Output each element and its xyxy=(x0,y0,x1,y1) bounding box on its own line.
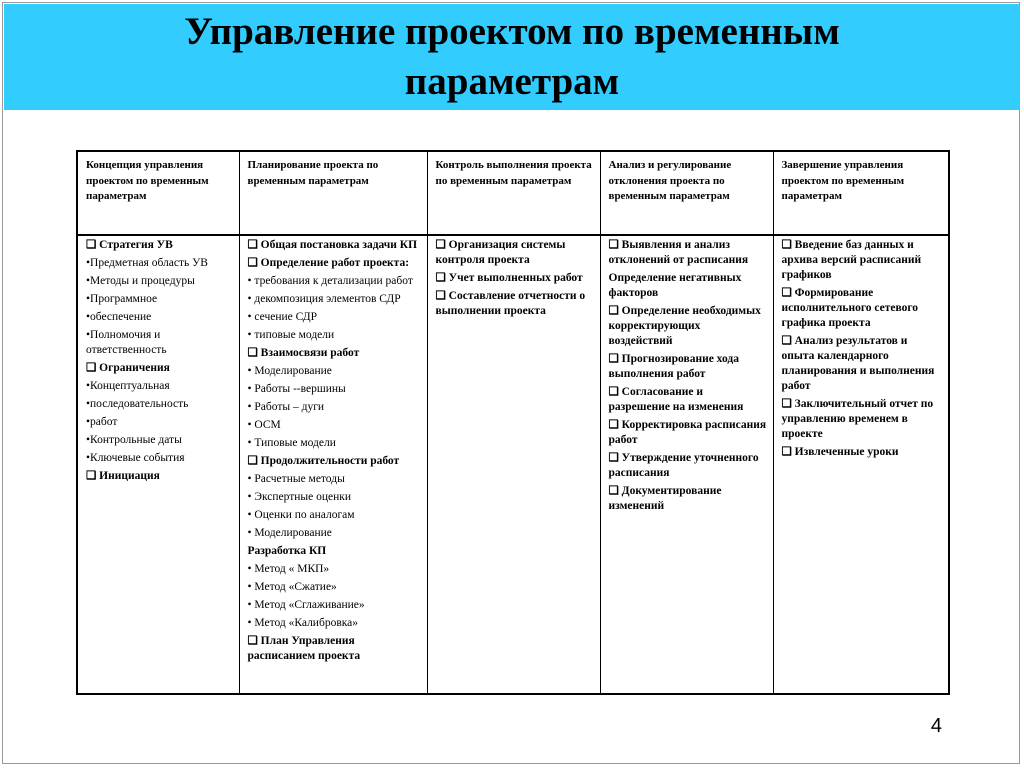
list-item: • Метод «Сглаживание» xyxy=(247,599,365,611)
list-item: ❑ Формирование исполнительного сетевого графика проекта xyxy=(781,287,919,329)
list-item: • сечение СДР xyxy=(247,311,317,323)
list-item: ❑ Документирование изменений xyxy=(608,485,722,512)
list-item: • Метод « МКП» xyxy=(247,563,330,575)
list-item: • Моделирование xyxy=(247,527,332,539)
list-item: • Работы – дуги xyxy=(247,401,325,413)
list-item: ❑ Продолжительности работ xyxy=(247,455,400,467)
cell-concept xyxy=(77,235,239,694)
list-item: ❑ Стратегия УВ xyxy=(86,239,173,251)
list-item: Разработка КП xyxy=(247,545,327,557)
list-item: ❑ Ограничения xyxy=(86,362,170,374)
list-item: ❑ Составление отчетности о выполнении проекта xyxy=(435,290,586,317)
list-item: ❑ Определение работ проекта: xyxy=(247,257,410,269)
list-item: ❑ Взаимосвязи работ xyxy=(247,347,360,359)
list-item: •Программное xyxy=(86,293,158,305)
cell-analysis xyxy=(600,235,773,694)
cell-planning xyxy=(239,235,427,694)
list-item: •последовательность xyxy=(86,398,189,410)
list-item: •работ xyxy=(86,416,118,428)
list-item: • Метод «Сжатие» xyxy=(247,581,337,593)
header-concept: Концепция управления проектом по временным параметрам xyxy=(77,151,239,235)
list-item: • декомпозиция элементов СДР xyxy=(247,293,401,305)
list-item: ❑ Прогнозирование хода выполнения работ xyxy=(608,353,739,380)
list-item: • Экспертные оценки xyxy=(247,491,352,503)
body-row xyxy=(77,235,949,694)
list-item: • типовые модели xyxy=(247,329,335,341)
list-item: •Ключевые события xyxy=(86,452,185,464)
list-item: • Оценки по аналогам xyxy=(247,509,355,521)
page-number: 4 xyxy=(930,715,942,737)
slide-title: Управление проектом по временным параметрам xyxy=(184,10,840,103)
header-control: Контроль выполнения проекта по временным параметрам xyxy=(427,151,600,235)
cell-completion xyxy=(773,235,949,694)
list-item: • Метод «Калибровка» xyxy=(247,617,359,629)
list-item: • требования к детализации работ xyxy=(247,275,413,287)
list-item: •Концептуальная xyxy=(86,380,170,392)
list-item: • Типовые модели xyxy=(247,437,336,449)
list-item: • Работы --вершины xyxy=(247,383,346,395)
process-table xyxy=(76,150,950,695)
list-item: ❑ Согласование и разрешение на изменения xyxy=(608,386,744,413)
list-item: ❑ Введение баз данных и архива версий расписаний графиков xyxy=(781,239,922,281)
list-item: ❑ Общая постановка задачи КП xyxy=(247,239,418,251)
list-item: •Методы и процедуры xyxy=(86,275,195,287)
list-item: ❑ Определение необходимых корректирующих воздействий xyxy=(608,305,761,347)
list-item: ❑ Анализ результатов и опыта календарного планирования и выполнения работ xyxy=(781,335,935,392)
header-completion: Завершение управления проектом по временным параметрам xyxy=(773,151,949,235)
list-item: ❑ Инициация xyxy=(86,470,160,482)
list-item: •Предметная область УВ xyxy=(86,257,208,269)
header-row xyxy=(77,151,949,235)
list-item: • ОСМ xyxy=(247,419,281,431)
cell-control xyxy=(427,235,600,694)
list-item: •обеспечение xyxy=(86,311,152,323)
list-item: ❑ Извлеченные уроки xyxy=(781,446,899,458)
list-item: • Расчетные методы xyxy=(247,473,345,485)
list-item: ❑ Организация системы контроля проекта xyxy=(435,239,566,266)
list-item: ❑ Корректировка расписания работ xyxy=(608,419,767,446)
header-analysis: Анализ и регулирование отклонения проекта по временным параметрам xyxy=(600,151,773,235)
list-item: ❑ Выявления и анализ отклонений от расписания xyxy=(608,239,749,266)
header-planning: Планирование проекта по временным параметрам xyxy=(239,151,427,235)
list-item: •Полномочия и ответственность xyxy=(86,329,167,356)
list-item: Определение негативных факторов xyxy=(608,272,742,299)
title-band xyxy=(4,4,1020,110)
list-item: • Моделирование xyxy=(247,365,332,377)
list-item: ❑ План Управления расписанием проекта xyxy=(247,635,361,662)
list-item: ❑ Учет выполненных работ xyxy=(435,272,583,284)
list-item: ❑ Заключительный отчет по управлению временем в проекте xyxy=(781,398,934,440)
list-item: •Контрольные даты xyxy=(86,434,182,446)
list-item: ❑ Утверждение уточненного расписания xyxy=(608,452,759,479)
